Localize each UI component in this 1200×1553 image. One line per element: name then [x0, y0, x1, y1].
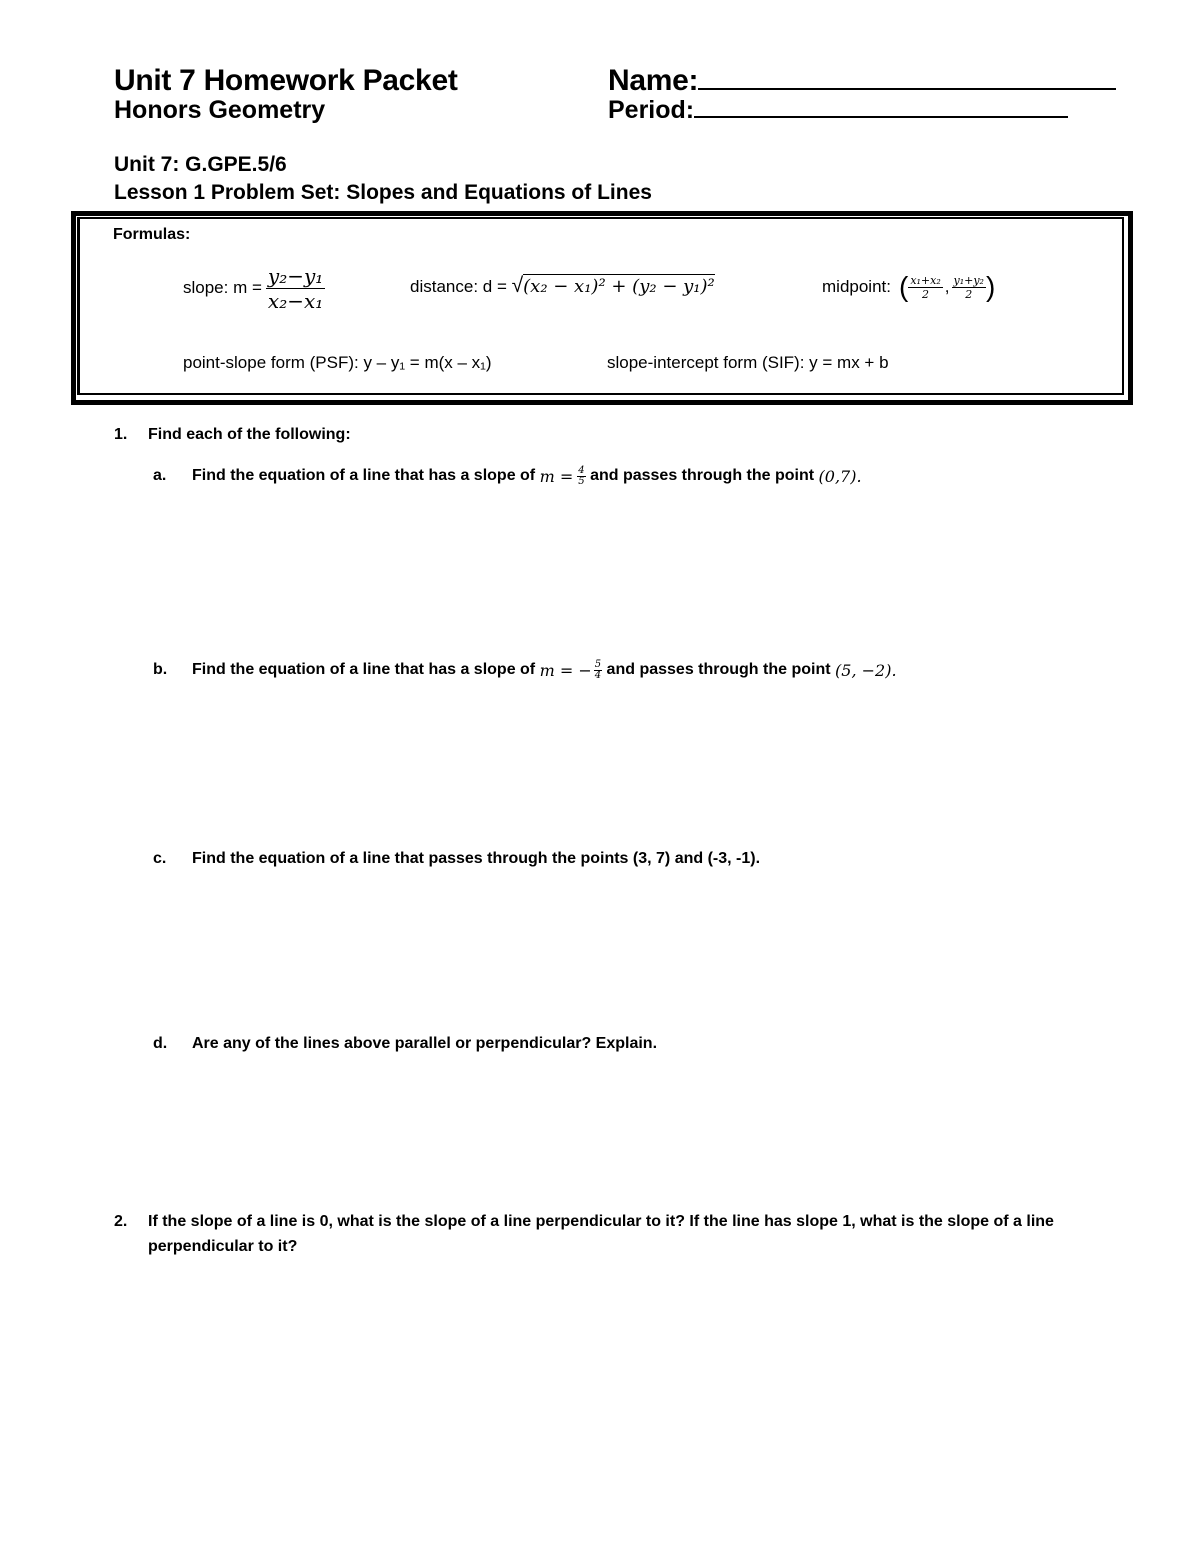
formulas-label: Formulas: [113, 226, 191, 243]
sqrt-icon: √ [511, 274, 524, 297]
midpoint-y-denominator: 2 [965, 287, 973, 301]
question-1a-numerator: 4 [578, 464, 585, 476]
midpoint-y-numerator: y₁+y₂ [953, 273, 984, 287]
question-1b-letter: b. [153, 661, 168, 678]
question-2-number: 2. [114, 1213, 128, 1230]
period-blank[interactable] [694, 98, 1068, 118]
point-slope-form: point-slope form (PSF): y – y₁ = m(x – x₁) [183, 353, 492, 372]
question-1d-letter: d. [153, 1035, 168, 1052]
left-paren-icon: ( [898, 271, 909, 302]
question-1b-point: (5, −2). [835, 660, 897, 680]
question-1-text: Find each of the following: [148, 426, 351, 443]
period-label: Period: [608, 96, 695, 124]
question-1a-denominator: 5 [578, 475, 585, 487]
slope-fraction [266, 264, 325, 313]
course-name: Honors Geometry [114, 96, 326, 124]
question-1a-slope-fraction [577, 466, 585, 487]
question-2-line-2: perpendicular to it? [148, 1238, 298, 1255]
slope-denominator: x₂−x₁ [267, 288, 324, 313]
question-1c-text: Find the equation of a line that passes through the points (3, 7) and (-3, -1). [192, 850, 761, 867]
midpoint-y-fraction [952, 274, 986, 301]
midpoint-x-numerator: x₁+x₂ [910, 273, 941, 287]
midpoint-comma: , [944, 277, 950, 296]
slope-label: slope: m = [183, 278, 262, 297]
question-1a-letter: a. [153, 467, 167, 484]
question-1a-text [192, 460, 862, 492]
question-2-line-1: If the slope of a line is 0, what is the slope of a line perpendicular to it? If the line has slope 1, what is the slope of a line [148, 1213, 1054, 1230]
question-1b-denominator: 4 [594, 669, 602, 681]
period-field[interactable] [608, 96, 1068, 125]
name-field[interactable] [608, 64, 1116, 98]
midpoint-label: midpoint: [822, 277, 891, 296]
right-paren-icon: ) [985, 271, 996, 302]
question-1a-prefix: Find the equation of a line that has a slope of [192, 467, 540, 484]
name-blank[interactable] [698, 66, 1116, 90]
question-1b-text [192, 654, 897, 686]
midpoint-formula [822, 266, 995, 308]
name-label: Name: [608, 64, 699, 97]
question-1a-suffix: and passes through the point [585, 467, 819, 484]
question-1b-suffix: and passes through the point [602, 661, 836, 678]
question-1-number: 1. [114, 426, 128, 443]
question-1b-slope-fraction [594, 660, 602, 681]
question-1b-numerator: 5 [594, 658, 602, 670]
question-1d-text: Are any of the lines above parallel or perpendicular? Explain. [192, 1035, 658, 1052]
distance-formula [410, 274, 715, 298]
distance-expression: (x₂ − x₁)² + (y₂ − y₁)² [523, 276, 715, 297]
slope-numerator: y₂−y₁ [267, 263, 324, 288]
midpoint-x-fraction [908, 274, 942, 301]
lesson-title: Lesson 1 Problem Set: Slopes and Equations of Lines [114, 181, 652, 204]
question-1b-prefix: Find the equation of a line that has a slope of [192, 661, 540, 678]
unit-code: Unit 7: G.GPE.5/6 [114, 153, 287, 176]
distance-label: distance: d = [410, 277, 507, 296]
question-1b-m: m = − [539, 660, 592, 680]
question-1c-letter: c. [153, 850, 167, 867]
slope-intercept-form: slope-intercept form (SIF): y = mx + b [607, 353, 889, 372]
slope-formula [183, 258, 325, 318]
midpoint-x-denominator: 2 [922, 287, 930, 301]
question-1a-point: (0,7). [818, 466, 862, 486]
question-1a-m: m = [539, 466, 574, 486]
packet-title: Unit 7 Homework Packet [114, 64, 458, 97]
